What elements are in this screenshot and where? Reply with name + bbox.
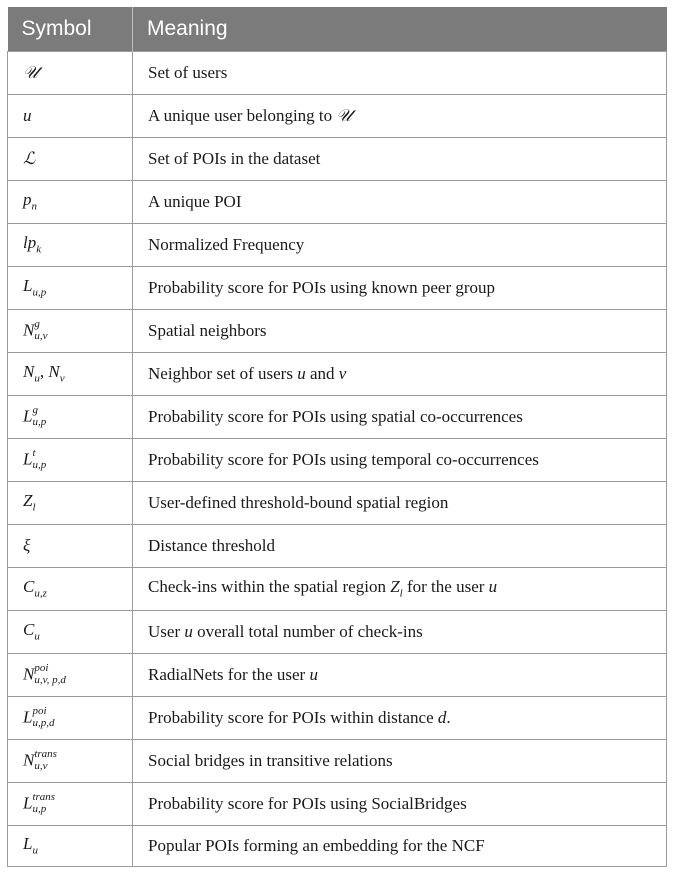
symbol-cell: L poi u,p,d xyxy=(8,696,133,739)
symbol-cell: $L_{u,p}$ xyxy=(8,266,133,309)
symbol-table xyxy=(7,7,667,867)
meaning-cell: Popular POIs forming an embedding for the NCF xyxy=(133,825,667,866)
symbol-cell: N g u,v xyxy=(8,309,133,352)
meaning-cell: Set of users xyxy=(133,51,667,94)
meaning-column-header: Meaning xyxy=(147,16,228,40)
table-row xyxy=(8,352,667,395)
table-row xyxy=(8,782,667,825)
meaning-cell: Check-ins within the spatial region $Z_l$ for the user u xyxy=(133,567,667,610)
table-row xyxy=(8,825,667,866)
symbol-cell: N trans u,v xyxy=(8,739,133,782)
symbol-cell: $lp_k$ xyxy=(8,223,133,266)
symbol-cell: $Z_l$ xyxy=(8,481,133,524)
meaning-cell: RadialNets for the user u xyxy=(133,653,667,696)
symbol-cell: $C_u$ xyxy=(8,610,133,653)
table-row xyxy=(8,610,667,653)
meaning-cell: User u overall total number of check-ins xyxy=(133,610,667,653)
symbol-cell: N poi u,v, p,d xyxy=(8,653,133,696)
meaning-cell: Probability score for POIs using spatial co-occurrences xyxy=(133,395,667,438)
table-row xyxy=(8,180,667,223)
table-row xyxy=(8,524,667,567)
table-row xyxy=(8,438,667,481)
symbol-cell: $L_u$ xyxy=(8,825,133,866)
meaning-cell: User-defined threshold-bound spatial region xyxy=(133,481,667,524)
meaning-cell: Normalized Frequency xyxy=(133,223,667,266)
symbol-cell: L trans u,p xyxy=(8,782,133,825)
symbol-cell: L g u,p xyxy=(8,395,133,438)
meaning-cell: Distance threshold xyxy=(133,524,667,567)
table-row xyxy=(8,51,667,94)
table-row xyxy=(8,653,667,696)
symbol-cell: ℒ xyxy=(8,137,133,180)
table-row xyxy=(8,739,667,782)
table-row xyxy=(8,137,667,180)
symbol-cell: ξ xyxy=(8,524,133,567)
meaning-cell: Probability score for POIs within distance d. xyxy=(133,696,667,739)
symbol-cell: u xyxy=(8,94,133,137)
table-row xyxy=(8,309,667,352)
meaning-cell: Set of POIs in the dataset xyxy=(133,137,667,180)
table-row xyxy=(8,567,667,610)
symbol-cell: L t u,p xyxy=(8,438,133,481)
table-row xyxy=(8,696,667,739)
meaning-cell: A unique POI xyxy=(133,180,667,223)
symbol-cell: $p_n$ xyxy=(8,180,133,223)
symbol-cell: $C_{u,z}$ xyxy=(8,567,133,610)
table-row xyxy=(8,223,667,266)
table-row xyxy=(8,94,667,137)
meaning-cell: Probability score for POIs using SocialBridges xyxy=(133,782,667,825)
meaning-cell: Social bridges in transitive relations xyxy=(133,739,667,782)
meaning-cell: Probability score for POIs using temporal co-occurrences xyxy=(133,438,667,481)
meaning-cell: Neighbor set of users u and v xyxy=(133,352,667,395)
symbol-cell: 𝒰 xyxy=(8,51,133,94)
meaning-cell: Spatial neighbors xyxy=(133,309,667,352)
table-header-row xyxy=(8,7,667,51)
table-row xyxy=(8,481,667,524)
table-row xyxy=(8,266,667,309)
table-row xyxy=(8,395,667,438)
meaning-cell: A unique user belonging to 𝒰 xyxy=(133,94,667,137)
symbol-cell: $N_u$, $N_v$ xyxy=(8,352,133,395)
meaning-cell: Probability score for POIs using known peer group xyxy=(133,266,667,309)
symbol-column-header: Symbol xyxy=(8,7,133,51)
